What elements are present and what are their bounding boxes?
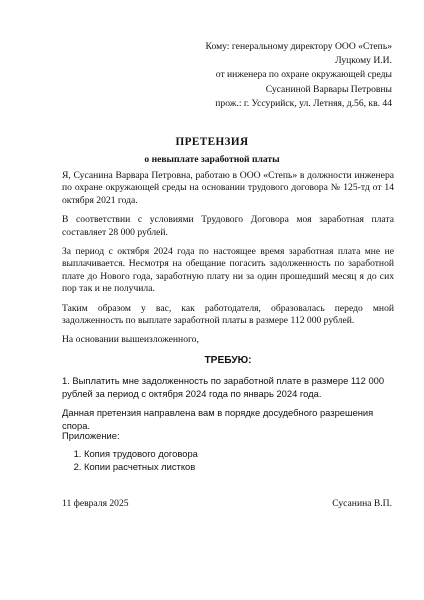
document-subtitle: о невыплате заработной платы <box>144 154 280 165</box>
attachments-list <box>62 448 382 473</box>
header-line: Кому: генеральному директору ООО «Степь» <box>205 41 392 52</box>
demand-note: Данная претензия направлена вам в порядке досудебного разрешения спора. <box>62 407 374 431</box>
body-paragraph: Я, Сусанина Варвара Петровна, работаю в ООО «Степь» в должности инженера по охране окружающей среды на основании трудового договора № 125-тд от 14 октября 2021 года. <box>62 170 394 206</box>
document-title: ПРЕТЕНЗИЯ <box>175 136 249 148</box>
body-paragraph: За период с октября 2024 года по настоящее время заработная плата мне не выплачивается. Несмотря на обещание погасить задолженность по заработной плате до Нового года, заработную плату ни за один прошедший месяц я до сих пор так и не получила. <box>62 246 394 295</box>
claim-body <box>62 170 394 354</box>
header-line: Сусаниной Варвары Петровны <box>265 83 392 95</box>
body-paragraph: На основании вышеизложенного, <box>62 334 199 346</box>
demand-item: 1. Выплатить мне задолженность по заработной плате в размере 112 000 рублей за период с октября 2024 года по январь 2024 года. <box>62 375 385 399</box>
attachments-label: Приложение: <box>62 430 120 441</box>
header-line: Луцкому И.И. <box>335 55 392 67</box>
signature: Сусанина В.П. <box>332 498 392 509</box>
addressee-block <box>92 40 392 111</box>
header-line: прож.: г. Уссурийск, ул. Летняя, д.56, кв. 44 <box>215 97 392 109</box>
attachment-item: 2. Копии расчетных листков <box>84 461 382 473</box>
body-paragraph: Таким образом у вас, как работодателя, образовалась передо мной задолженность по выплате заработной платы в размере 112 000 рублей. <box>62 302 394 327</box>
demand-title: ТРЕБУЮ: <box>204 355 252 366</box>
header-line: от инженера по охране окружающей среды <box>215 69 392 81</box>
attachment-item: 1. Копия трудового договора <box>84 448 382 460</box>
body-paragraph: В соответствии с условиями Трудового Договора моя заработная плата составляет 28 000 рублей. <box>62 214 394 238</box>
demand-section <box>62 355 394 439</box>
document-date: 11 февраля 2025 <box>62 498 129 509</box>
attachments-section <box>62 430 382 473</box>
